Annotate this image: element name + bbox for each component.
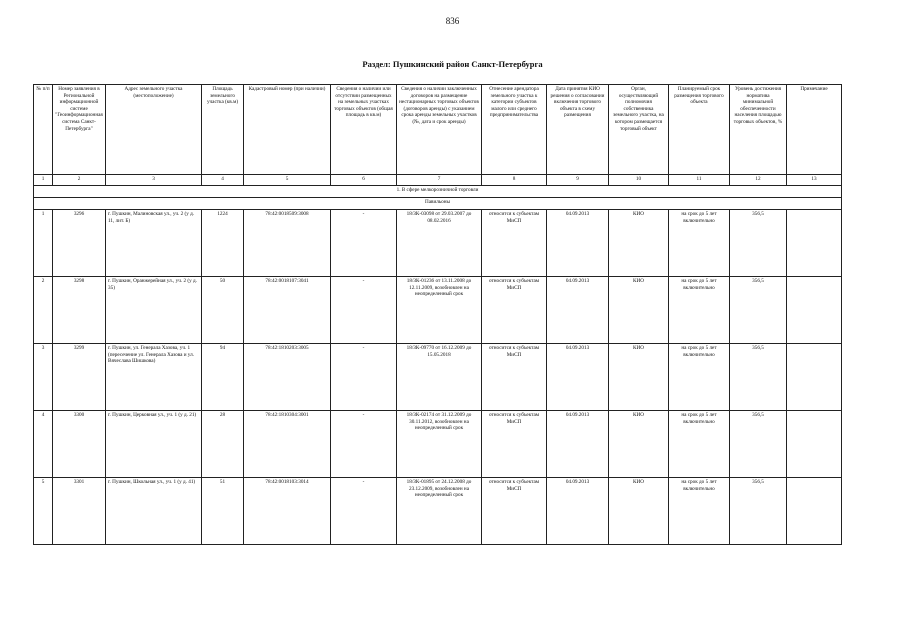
column-number: 11: [669, 175, 730, 186]
level-cell: 356,5: [730, 210, 787, 277]
area-cell: 50: [202, 277, 244, 344]
row-number: 4: [34, 411, 53, 478]
area-cell: 94: [202, 344, 244, 411]
term-cell: на срок до 5 лет включительно: [669, 478, 730, 545]
row-number: 5: [34, 478, 53, 545]
authority-cell: КИО: [609, 478, 669, 545]
cadastre-cell: 78:42:0018107:3041: [244, 277, 331, 344]
header-cell: Площадь земельного участка (кв.м): [202, 85, 244, 175]
sme-cell: относится к субъектам МиСП: [482, 411, 547, 478]
level-cell: 356,5: [730, 411, 787, 478]
address-cell: г. Пушкин, ул. Генерала Хазова, уч. 1 (пересечение ул. Генерала Хазова и ул. Вячеслава Шишкова): [106, 344, 202, 411]
row-number: 1: [34, 210, 53, 277]
address-cell: г. Пушкин, Малиновская ул., уч. 2 (у д. 11, лит. Б): [106, 210, 202, 277]
column-number: 12: [730, 175, 787, 186]
subsection-type: Павильоны: [34, 198, 842, 210]
cadastre-cell: 78:42:1810203:3005: [244, 344, 331, 411]
header-cell: Примечание: [787, 85, 842, 175]
section-title: Раздел: Пушкинский район Санкт-Петербурга: [362, 59, 543, 69]
column-number: 9: [547, 175, 609, 186]
address-cell: г. Пушкин, Школьная ул., уч. 1 (у д. 41): [106, 478, 202, 545]
contract-cell: 18/ЗК-02174 от 31.12.2009 до 30.11.2012, возобновлен на неопределенный срок: [397, 411, 482, 478]
level-cell: 356,5: [730, 344, 787, 411]
subsection-type-row: [34, 198, 842, 210]
decision-date-cell: 04.09.2013: [547, 277, 609, 344]
application-number: 3300: [53, 411, 106, 478]
subsection-title: 1. В сфере мелкорозничной торговли: [34, 186, 842, 198]
row-number: 2: [34, 277, 53, 344]
decision-date-cell: 04.09.2013: [547, 344, 609, 411]
header-cell: Сведения о наличии заключенных договоров на размещение нестационарных торговых объектов (договоров аренды) с указанием срока аренды земельных участков (№, дата и срок аренды): [397, 85, 482, 175]
column-number: 6: [331, 175, 397, 186]
decision-date-cell: 04.09.2013: [547, 210, 609, 277]
note-cell: [787, 344, 842, 411]
authority-cell: КИО: [609, 277, 669, 344]
cadastre-cell: 78:42:0018509:3008: [244, 210, 331, 277]
subsection-row: [34, 186, 842, 198]
note-cell: [787, 478, 842, 545]
column-number: 10: [609, 175, 669, 186]
decision-date-cell: 04.09.2013: [547, 478, 609, 545]
column-number: 7: [397, 175, 482, 186]
application-number: 3301: [53, 478, 106, 545]
header-cell: Отнесение арендатора земельного участка к категории субъектов малого или среднего предпринимательства: [482, 85, 547, 175]
term-cell: на срок до 5 лет включительно: [669, 411, 730, 478]
table-row: [34, 277, 842, 344]
cadastre-cell: 78:42:0018103:3014: [244, 478, 331, 545]
contract-cell: 18/ЗК-01895 от 24.12.2008 до 23.12.2009, возобновлен на неопределенный срок: [397, 478, 482, 545]
header-cell: Уровень достижения норматива минимальной обеспеченности населения площадью торговых объектов, %: [730, 85, 787, 175]
allocation-table: [33, 84, 842, 545]
note-cell: [787, 277, 842, 344]
term-cell: на срок до 5 лет включительно: [669, 210, 730, 277]
header-row: [34, 85, 842, 175]
column-number-row: [34, 175, 842, 186]
column-number: 8: [482, 175, 547, 186]
application-number: 3296: [53, 210, 106, 277]
column-number: 2: [53, 175, 106, 186]
existing-objects-cell: -: [331, 277, 397, 344]
authority-cell: КИО: [609, 411, 669, 478]
note-cell: [787, 411, 842, 478]
application-number: 3299: [53, 344, 106, 411]
application-number: 3298: [53, 277, 106, 344]
existing-objects-cell: -: [331, 344, 397, 411]
existing-objects-cell: -: [331, 411, 397, 478]
table-row: [34, 411, 842, 478]
contract-cell: 18/ЗК-01236 от 13.11.2008 до 12.11.2009, возобновлен на неопределенный срок: [397, 277, 482, 344]
area-cell: 51: [202, 478, 244, 545]
term-cell: на срок до 5 лет включительно: [669, 344, 730, 411]
header-cell: Орган, осуществляющий полномочия собственника земельного участка, на котором размещается торговый объект: [609, 85, 669, 175]
contract-cell: 18/ЗК-03098 от 29.03.2007 до 08.02.2016: [397, 210, 482, 277]
authority-cell: КИО: [609, 210, 669, 277]
cadastre-cell: 78:42:1810304:3001: [244, 411, 331, 478]
sme-cell: относится к субъектам МиСП: [482, 344, 547, 411]
column-number: 5: [244, 175, 331, 186]
header-cell: Дата принятия КИО решения о согласовании включения торгового объекта в схему размещения: [547, 85, 609, 175]
existing-objects-cell: -: [331, 478, 397, 545]
address-cell: г. Пушкин, Оранжерейная ул., уч. 2 (у д. 35): [106, 277, 202, 344]
column-number: 4: [202, 175, 244, 186]
header-cell: Сведения о наличии или отсутствии размещенных на земельных участках торговых объектов (общая площадь в кв.м): [331, 85, 397, 175]
table-row: [34, 478, 842, 545]
level-cell: 356,5: [730, 277, 787, 344]
address-cell: г. Пушкин, Церковная ул., уч. 1 (у д. 21): [106, 411, 202, 478]
existing-objects-cell: -: [331, 210, 397, 277]
note-cell: [787, 210, 842, 277]
table-row: [34, 210, 842, 277]
header-cell: № п/п: [34, 85, 53, 175]
sme-cell: относится к субъектам МиСП: [482, 210, 547, 277]
level-cell: 356,5: [730, 478, 787, 545]
sme-cell: относится к субъектам МиСП: [482, 478, 547, 545]
table-row: [34, 344, 842, 411]
column-number: 1: [34, 175, 53, 186]
decision-date-cell: 04.09.2013: [547, 411, 609, 478]
sme-cell: относится к субъектам МиСП: [482, 277, 547, 344]
column-number: 13: [787, 175, 842, 186]
term-cell: на срок до 5 лет включительно: [669, 277, 730, 344]
area-cell: 28: [202, 411, 244, 478]
contract-cell: 18/ЗК-09770 от 16.12.2009 до 15.05.2018: [397, 344, 482, 411]
header-cell: Адрес земельного участка (местоположение): [106, 85, 202, 175]
area-cell: 1224: [202, 210, 244, 277]
row-number: 3: [34, 344, 53, 411]
page-number: 836: [445, 16, 460, 26]
column-number: 3: [106, 175, 202, 186]
header-cell: Кадастровый номер (при наличии): [244, 85, 331, 175]
header-cell: Номер заявления в Региональной информационной системе "Геоинформационная система Санкт-Петербурга": [53, 85, 106, 175]
header-cell: Планируемый срок размещения торгового объекта: [669, 85, 730, 175]
authority-cell: КИО: [609, 344, 669, 411]
